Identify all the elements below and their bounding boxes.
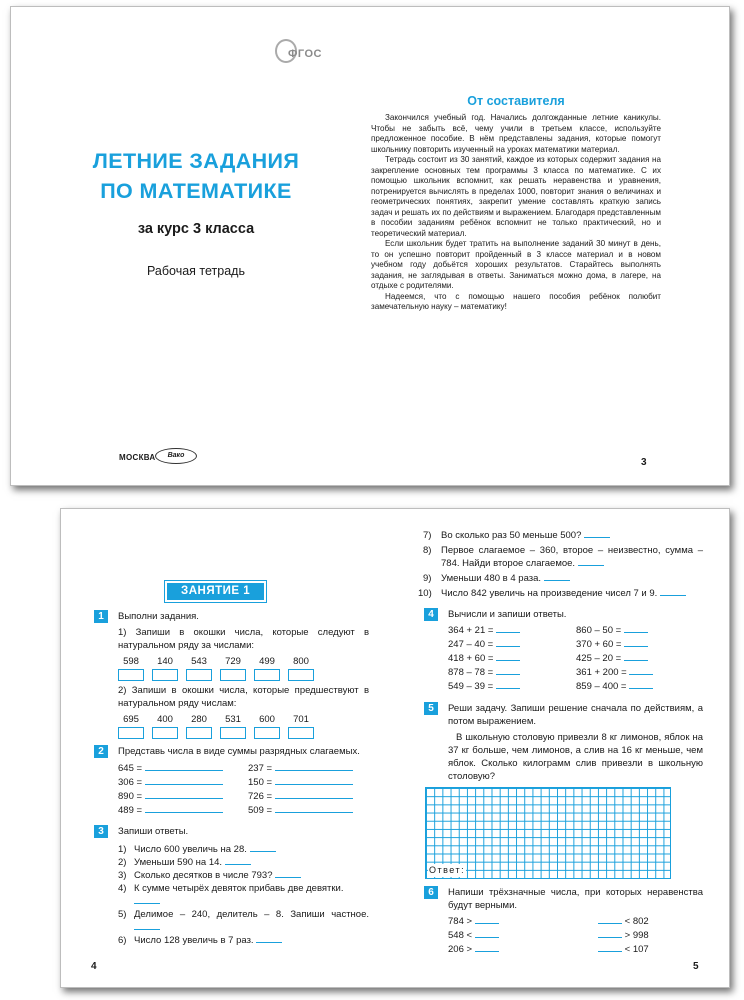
item-text: Число 128 увеличь в 7 раз. bbox=[134, 935, 254, 946]
calc-item bbox=[576, 666, 686, 679]
sum-item bbox=[248, 790, 378, 803]
answer-box[interactable] bbox=[118, 669, 144, 681]
number-cell: 729 bbox=[225, 656, 241, 667]
sum-expression: 237 = bbox=[248, 763, 273, 774]
calc-item bbox=[448, 638, 576, 651]
item-number: 5) bbox=[118, 909, 127, 920]
answer-line[interactable] bbox=[496, 632, 520, 633]
calc-item bbox=[576, 680, 686, 693]
task-number: 1 bbox=[94, 610, 108, 623]
sum-expression: 150 = bbox=[248, 777, 273, 788]
sum-item bbox=[248, 762, 378, 775]
task-number: 2 bbox=[94, 745, 108, 758]
number-cell: 701 bbox=[293, 714, 309, 725]
task-5 bbox=[421, 702, 703, 879]
inequality-expression: < 107 bbox=[624, 944, 649, 955]
sum-grid bbox=[118, 762, 369, 817]
lesson-title: ЗАНЯТИЕ 1 bbox=[165, 581, 266, 602]
answer-line[interactable] bbox=[660, 595, 686, 596]
list-item bbox=[423, 572, 703, 585]
task-title: Напиши трёхзначные числа, при которых неравенства будут верными. bbox=[448, 887, 703, 911]
answer-label: Ответ: bbox=[429, 865, 466, 875]
calc-item bbox=[448, 680, 576, 693]
answer-box[interactable] bbox=[254, 727, 280, 739]
answer-line[interactable] bbox=[250, 851, 276, 852]
answer-line[interactable] bbox=[134, 929, 160, 930]
number-cell: 598 bbox=[123, 656, 139, 667]
answer-line[interactable] bbox=[598, 923, 622, 924]
number-row bbox=[118, 655, 369, 668]
inequality-expression: 206 > bbox=[448, 944, 473, 955]
number-cell: 800 bbox=[293, 656, 309, 667]
book-subtitle: за курс 3 класса bbox=[137, 221, 255, 237]
number-cell: 600 bbox=[259, 714, 275, 725]
calc-item bbox=[448, 624, 576, 637]
answer-line[interactable] bbox=[134, 903, 160, 904]
answer-line[interactable] bbox=[475, 951, 499, 952]
list-item bbox=[118, 908, 369, 934]
city-label: МОСКВА bbox=[119, 453, 156, 462]
workbook-label: Рабочая тетрадь bbox=[147, 264, 245, 278]
answer-line[interactable] bbox=[475, 923, 499, 924]
sum-item bbox=[118, 776, 248, 789]
inequality-item bbox=[598, 929, 688, 942]
list-item bbox=[423, 544, 703, 570]
fgos-logo-text: ФГОС bbox=[288, 48, 322, 60]
inequality-expression: 548 < bbox=[448, 930, 473, 941]
answer-box[interactable] bbox=[288, 727, 314, 739]
sum-item bbox=[118, 790, 248, 803]
task-number: 4 bbox=[424, 608, 438, 621]
book-title-line2: ПО МАТЕМАТИКЕ bbox=[100, 179, 292, 203]
answer-line[interactable] bbox=[544, 580, 570, 581]
number-cell: 140 bbox=[157, 656, 173, 667]
item-number: 3) bbox=[118, 870, 127, 881]
item-number: 1) bbox=[118, 844, 127, 855]
answer-line[interactable] bbox=[496, 660, 520, 661]
left-page bbox=[91, 581, 369, 947]
preface-title: От составителя bbox=[467, 94, 565, 108]
preface-text bbox=[371, 113, 661, 313]
calc-expression: 425 – 20 = bbox=[576, 653, 622, 664]
preface-paragraph: Если школьник будет тратить на выполнение заданий 30 минут в день, то он успешно повторит пройденный в 3 классе материал и в новом учебном году добьётся хороших результатов. Старайтесь выполнять задания, не заглядывая в ответы. Заниматься можно дома, в лагере, на отдыхе с родителями. bbox=[371, 239, 661, 290]
answer-line[interactable] bbox=[624, 660, 648, 661]
answer-box[interactable] bbox=[152, 669, 178, 681]
task-list bbox=[118, 843, 369, 947]
calc-expression: 878 – 78 = bbox=[448, 667, 494, 678]
calc-expression: 370 + 60 = bbox=[576, 639, 622, 650]
item-text: Сколько десятков в числе 793? bbox=[134, 870, 273, 881]
preface-paragraph: Закончился учебный год. Начались долгожданные летние каникулы. Чтобы не забыть всё, чему учили в третьем классе, используйте предложенное пособие. В нём представлены задания, которые помогут школьнику повторить изученный на уроках математики материал. bbox=[371, 113, 661, 154]
page-number: 5 bbox=[693, 961, 699, 972]
answer-box[interactable] bbox=[220, 727, 246, 739]
calc-expression: 247 – 40 = bbox=[448, 639, 494, 650]
top-spread bbox=[10, 6, 730, 486]
item-text: Уменьши 590 на 14. bbox=[134, 857, 223, 868]
item-text: Уменьши 480 в 4 раза. bbox=[441, 573, 542, 584]
task-title: Выполни задания. bbox=[118, 611, 199, 622]
sum-item bbox=[118, 762, 248, 775]
task-3 bbox=[91, 825, 369, 947]
task-sub: 1) Запиши в окошки числа, которые следуют в натуральном ряду за числами: bbox=[118, 627, 369, 651]
calc-item bbox=[576, 652, 686, 665]
inequality-item bbox=[598, 943, 688, 956]
answer-line[interactable] bbox=[145, 784, 223, 785]
calc-item bbox=[576, 638, 686, 651]
answer-box[interactable] bbox=[152, 727, 178, 739]
answer-line[interactable] bbox=[475, 937, 499, 938]
calc-expression: 860 – 50 = bbox=[576, 625, 622, 636]
item-text: Во сколько раз 50 меньше 500? bbox=[441, 530, 582, 541]
bottom-spread bbox=[60, 508, 730, 988]
item-number: 9) bbox=[423, 573, 432, 584]
list-item bbox=[118, 843, 369, 856]
list-item bbox=[118, 882, 369, 908]
answer-box[interactable] bbox=[254, 669, 280, 681]
answer-line[interactable] bbox=[496, 688, 520, 689]
task-title: Реши задачу. Запиши решение сначала по действиям, а потом выражением. bbox=[448, 703, 703, 727]
item-text: Делимое – 240, делитель – 8. Запиши частное. bbox=[134, 909, 369, 920]
sum-expression: 509 = bbox=[248, 805, 273, 816]
number-cell: 543 bbox=[191, 656, 207, 667]
task-2 bbox=[91, 745, 369, 817]
answer-line[interactable] bbox=[145, 770, 223, 771]
answer-box[interactable] bbox=[186, 727, 212, 739]
number-cell: 695 bbox=[123, 714, 139, 725]
sum-expression: 306 = bbox=[118, 777, 143, 788]
number-cell: 531 bbox=[225, 714, 241, 725]
sum-item bbox=[248, 776, 378, 789]
page-number: 3 bbox=[641, 457, 647, 468]
list-item bbox=[118, 856, 369, 869]
inequality-item bbox=[598, 915, 688, 928]
number-cell: 499 bbox=[259, 656, 275, 667]
task-number: 6 bbox=[424, 886, 438, 899]
list-item bbox=[418, 587, 703, 600]
calc-item bbox=[448, 666, 576, 679]
list-item bbox=[118, 934, 369, 947]
answer-line[interactable] bbox=[578, 565, 604, 566]
answer-line[interactable] bbox=[629, 674, 653, 675]
inequality-grid bbox=[448, 915, 703, 956]
answer-line[interactable] bbox=[598, 951, 622, 952]
task-title: Представь числа в виде суммы разрядных слагаемых. bbox=[118, 746, 360, 757]
task-problem-text: В школьную столовую привезли 8 кг лимонов, яблок на 37 кг больше, чем лимонов, а слив на 16 кг меньше, чем яблок. Сколько килограмм слив привезли в школьную столовую? bbox=[448, 732, 703, 782]
answer-line[interactable] bbox=[225, 864, 251, 865]
answer-box-row bbox=[118, 669, 369, 681]
item-text: Число 842 увеличь на произведение чисел 7 и 9. bbox=[441, 588, 658, 599]
answer-line[interactable] bbox=[629, 688, 653, 689]
inequality-item bbox=[448, 915, 598, 928]
item-number: 8) bbox=[423, 545, 432, 556]
task-title: Запиши ответы. bbox=[118, 826, 189, 837]
task-sub: 2) Запиши в окошки числа, которые предшествуют в натуральном ряду числам: bbox=[118, 685, 369, 709]
number-cell: 280 bbox=[191, 714, 207, 725]
sum-item bbox=[248, 804, 378, 817]
answer-line[interactable] bbox=[275, 798, 353, 799]
task-title: Вычисли и запиши ответы. bbox=[448, 609, 567, 620]
sum-expression: 489 = bbox=[118, 805, 143, 816]
answer-line[interactable] bbox=[496, 646, 520, 647]
answer-line[interactable] bbox=[256, 942, 282, 943]
answer-box-row bbox=[118, 727, 369, 739]
item-number: 2) bbox=[118, 857, 127, 868]
item-number: 10) bbox=[418, 588, 432, 599]
calc-item bbox=[448, 652, 576, 665]
right-page bbox=[418, 527, 703, 956]
sum-expression: 890 = bbox=[118, 791, 143, 802]
fgos-logo bbox=[275, 39, 325, 67]
answer-line[interactable] bbox=[275, 784, 353, 785]
answer-line[interactable] bbox=[584, 537, 610, 538]
number-row bbox=[118, 713, 369, 726]
answer-line[interactable] bbox=[496, 674, 520, 675]
task-number: 3 bbox=[94, 825, 108, 838]
calc-item bbox=[576, 624, 686, 637]
answer-box[interactable] bbox=[220, 669, 246, 681]
item-number: 7) bbox=[423, 530, 432, 541]
item-text: К сумме четырёх девяток прибавь две девятки. bbox=[134, 883, 344, 894]
calc-grid bbox=[448, 624, 703, 693]
inequality-item bbox=[448, 929, 598, 942]
item-number: 6) bbox=[118, 935, 127, 946]
item-text: Число 600 увеличь на 28. bbox=[134, 844, 247, 855]
answer-line[interactable] bbox=[624, 646, 648, 647]
answer-line[interactable] bbox=[624, 632, 648, 633]
solution-grid[interactable] bbox=[425, 787, 671, 879]
list-item bbox=[118, 869, 369, 882]
answer-box[interactable] bbox=[288, 669, 314, 681]
list-item bbox=[423, 529, 703, 542]
calc-expression: 364 + 21 = bbox=[448, 625, 494, 636]
page-number: 4 bbox=[91, 961, 97, 972]
answer-line[interactable] bbox=[145, 812, 223, 813]
answer-line[interactable] bbox=[275, 770, 353, 771]
answer-line[interactable] bbox=[275, 812, 353, 813]
publisher-logo: Вако bbox=[155, 448, 197, 464]
answer-line[interactable] bbox=[598, 937, 622, 938]
sum-item bbox=[118, 804, 248, 817]
task-1 bbox=[91, 610, 369, 739]
preface-paragraph: Надеемся, что с помощью нашего пособия ребёнок полюбит замечательную науку – математику! bbox=[371, 291, 661, 311]
inequality-expression: > 998 bbox=[624, 930, 649, 941]
task-4 bbox=[421, 608, 703, 693]
preface-paragraph: Тетрадь состоит из 30 занятий, каждое из которых содержит задания на закрепление основных тем программы 3 класса по математике. С их помощью школьник вспомнит, как решать неравенства и уравнения, потренируется вычислять в пределах 1000, повторит знания о величинах и геометрических понятиях, закрепит умение составлять краткую запись задач и решать их по действиям и выражением. Благодаря представленным в пособии заданиям ребёнок вспомнит не только практический, но и теоретический материал. bbox=[371, 155, 661, 238]
number-cell: 400 bbox=[157, 714, 173, 725]
task-3-continued bbox=[418, 529, 703, 600]
answer-box[interactable] bbox=[118, 727, 144, 739]
answer-line[interactable] bbox=[145, 798, 223, 799]
item-number: 4) bbox=[118, 883, 127, 894]
calc-expression: 859 – 400 = bbox=[576, 681, 627, 692]
item-text: Первое слагаемое – 360, второе – неизвестно, сумма – 784. Найди второе слагаемое. bbox=[441, 545, 703, 569]
inequality-expression: 784 > bbox=[448, 916, 473, 927]
inequality-expression: < 802 bbox=[624, 916, 649, 927]
book-title-line1: ЛЕТНИЕ ЗАДАНИЯ bbox=[92, 149, 300, 173]
calc-expression: 361 + 200 = bbox=[576, 667, 627, 678]
calc-expression: 418 + 60 = bbox=[448, 653, 494, 664]
task-6 bbox=[421, 886, 703, 956]
answer-box[interactable] bbox=[186, 669, 212, 681]
inequality-item bbox=[448, 943, 598, 956]
task-number: 5 bbox=[424, 702, 438, 715]
calc-expression: 549 – 39 = bbox=[448, 681, 494, 692]
sum-expression: 726 = bbox=[248, 791, 273, 802]
sum-expression: 645 = bbox=[118, 763, 143, 774]
answer-line[interactable] bbox=[275, 877, 301, 878]
